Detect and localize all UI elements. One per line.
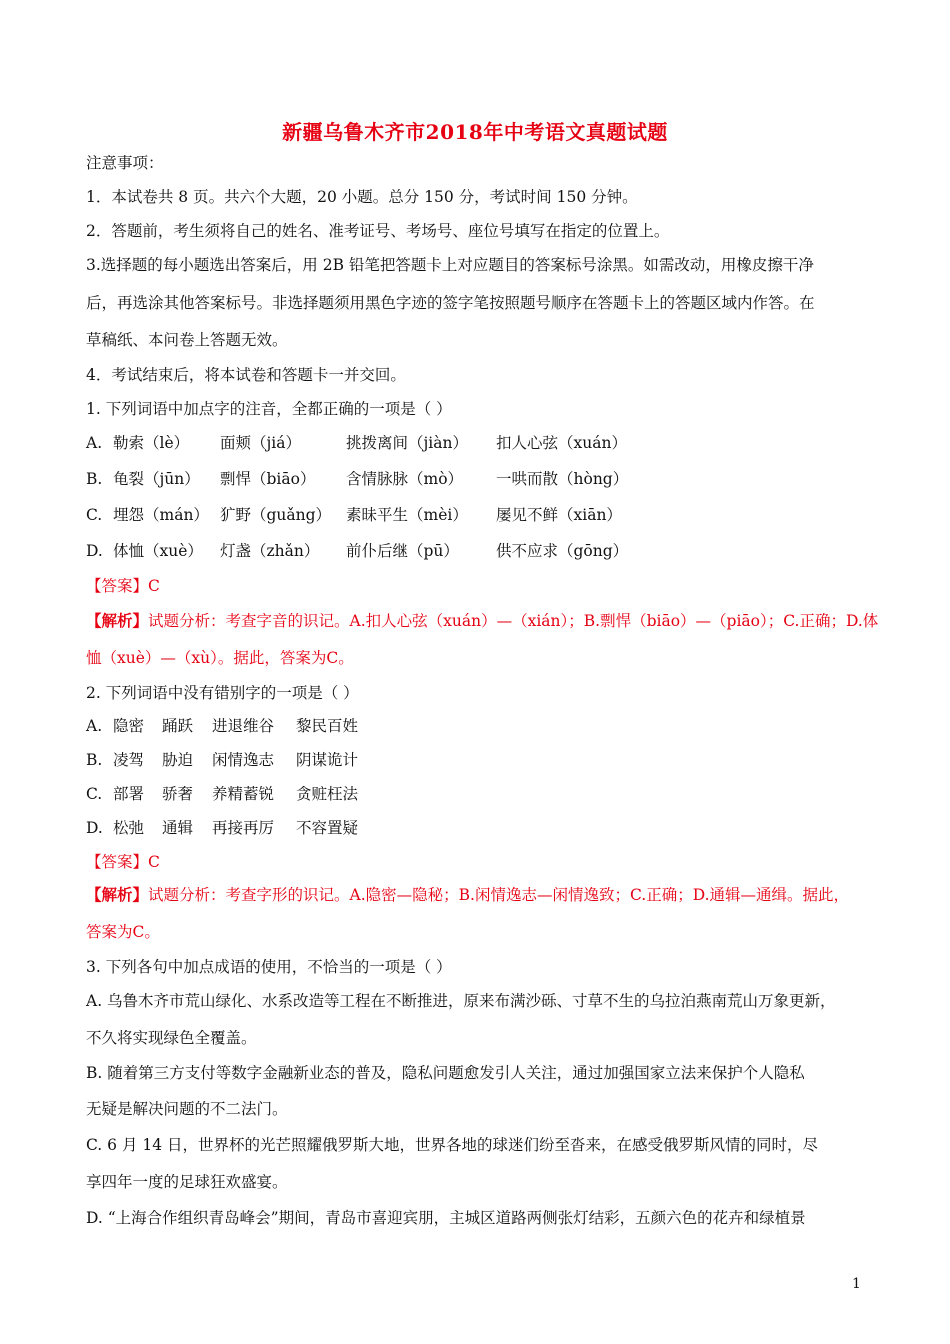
option-item: 再接再厉 — [212, 819, 275, 837]
option-item: 素昧平生（mèi） — [346, 506, 468, 524]
option-item: 养精蓄锐 — [212, 785, 275, 803]
question-2-option-a — [86, 715, 876, 737]
option-item: 含情脉脉（mò） — [346, 470, 464, 488]
question-2-analysis — [86, 884, 876, 906]
notes-heading: 注意事项： — [86, 154, 164, 172]
option-item: 隐密 — [113, 717, 145, 735]
document-title: 新疆乌鲁木齐市2018年中考语文真题试题 — [282, 120, 668, 144]
analysis-text: 试题分析：考查字音的识记。A.扣人心弦（xuán）—（xián）；B.剽悍（biāo）—（piāo）；C.正确；D.体 — [148, 612, 879, 630]
option-item: 勒索（lè） — [113, 434, 190, 452]
question-2-option-d — [86, 817, 876, 839]
option-label: A. — [86, 434, 103, 452]
question-3-line: C. 6 月 14 日，世界杯的光芒照耀俄罗斯大地，世界各地的球迷们纷至沓来，在感受俄罗斯风情的同时，尽 — [86, 1136, 819, 1154]
option-item: 犷野（guǎng） — [220, 506, 332, 524]
note-line: 3.选择题的每小题选出答案后，用 2B 铅笔把答题卡上对应题目的答案标号涂黑。如需改动，用橡皮擦干净 — [86, 256, 814, 274]
question-2-option-c — [86, 783, 876, 805]
option-label: D. — [86, 819, 103, 837]
option-item: 扣人心弦（xuán） — [496, 434, 627, 452]
option-label: A. — [86, 717, 103, 735]
question-1-option-d — [86, 540, 876, 562]
question-3-line: 无疑是解决问题的不二法门。 — [86, 1100, 288, 1118]
option-item: 埋怨（mán） — [113, 506, 209, 524]
note-line: 草稿纸、本问卷上答题无效。 — [86, 331, 288, 349]
question-2-answer: 【答案】C — [86, 853, 160, 871]
option-item: 黎民百姓 — [296, 717, 359, 735]
option-label: D. — [86, 542, 103, 560]
option-item: 阴谋诡计 — [296, 751, 359, 769]
option-item: 挑拨离间（jiàn） — [346, 434, 468, 452]
option-item: 龟裂（jūn） — [113, 470, 200, 488]
option-item: 部署 — [113, 785, 145, 803]
option-item: 前仆后继（pū） — [346, 542, 459, 560]
question-1-analysis-cont: 恤（xuè）—（xù）。据此，答案为C。 — [86, 649, 354, 667]
question-3-stem: 3. 下列各句中加点成语的使用，不恰当的一项是（ ） — [86, 958, 452, 976]
note-line: 后，再选涂其他答案标号。非选择题须用黑色字迹的签字笔按照题号顺序在答题卡上的答题区域内作答。在 — [86, 294, 815, 312]
question-3-line: D. “上海合作组织青岛峰会”期间，青岛市喜迎宾朋，主城区道路两侧张灯结彩，五颜六色的花卉和绿植景 — [86, 1209, 806, 1227]
question-3-line: B. 随着第三方支付等数字金融新业态的普及，隐私问题愈发引人关注，通过加强国家立法来保护个人隐私 — [86, 1064, 805, 1082]
question-3-line: 不久将实现绿色全覆盖。 — [86, 1029, 257, 1047]
question-3-line: A. 乌鲁木齐市荒山绿化、水系改造等工程在不断推进，原来布满沙砾、寸草不生的乌拉泊燕南荒山万象更新， — [86, 992, 836, 1010]
question-1-answer: 【答案】C — [86, 577, 160, 595]
question-1-analysis — [86, 610, 879, 632]
analysis-tag: 【解析】 — [86, 885, 149, 904]
option-item: 闲情逸志 — [212, 751, 275, 769]
option-item: 供不应求（gōng） — [496, 542, 629, 560]
option-label: B. — [86, 751, 103, 769]
option-item: 体恤（xuè） — [113, 542, 203, 560]
page-number: 1 — [852, 1276, 861, 1292]
option-label: C. — [86, 506, 103, 524]
question-2-analysis-cont: 答案为C。 — [86, 923, 160, 941]
question-2-option-b — [86, 749, 876, 771]
option-item: 一哄而散（hòng） — [496, 470, 629, 488]
note-line: 4．考试结束后，将本试卷和答题卡一并交回。 — [86, 366, 406, 384]
option-item: 不容置疑 — [296, 819, 359, 837]
option-item: 贪赃枉法 — [296, 785, 359, 803]
note-line: 1．本试卷共 8 页。共六个大题，20 小题。总分 150 分，考试时间 150 分钟。 — [86, 188, 638, 206]
option-item: 面颊（jiá） — [220, 434, 302, 452]
note-line: 2．答题前，考生须将自己的姓名、准考证号、考场号、座位号填写在指定的位置上。 — [86, 222, 670, 240]
option-item: 凌驾 — [113, 751, 145, 769]
question-1-option-c — [86, 504, 876, 526]
question-3-line: 享四年一度的足球狂欢盛宴。 — [86, 1173, 288, 1191]
option-item: 踊跃 — [162, 717, 194, 735]
option-item: 进退维谷 — [212, 717, 275, 735]
option-item: 通辑 — [162, 819, 194, 837]
option-item: 胁迫 — [162, 751, 194, 769]
option-item: 骄奢 — [162, 785, 194, 803]
option-item: 剽悍（biāo） — [220, 470, 316, 488]
option-item: 灯盏（zhǎn） — [220, 542, 320, 560]
analysis-tag: 【解析】 — [86, 611, 149, 630]
question-1-option-a — [86, 432, 876, 454]
option-item: 松弛 — [113, 819, 145, 837]
question-1-option-b — [86, 468, 876, 490]
option-label: B. — [86, 470, 103, 488]
analysis-text: 试题分析：考查字形的识记。A.隐密—隐秘；B.闲情逸志—闲情逸致；C.正确；D.通辑—通缉。据此， — [148, 886, 849, 904]
question-2-stem: 2. 下列词语中没有错别字的一项是（ ） — [86, 684, 359, 702]
question-1-stem: 1. 下列词语中加点字的注音，全都正确的一项是（ ） — [86, 400, 452, 418]
option-label: C. — [86, 785, 103, 803]
option-item: 屡见不鲜（xiān） — [496, 506, 622, 524]
